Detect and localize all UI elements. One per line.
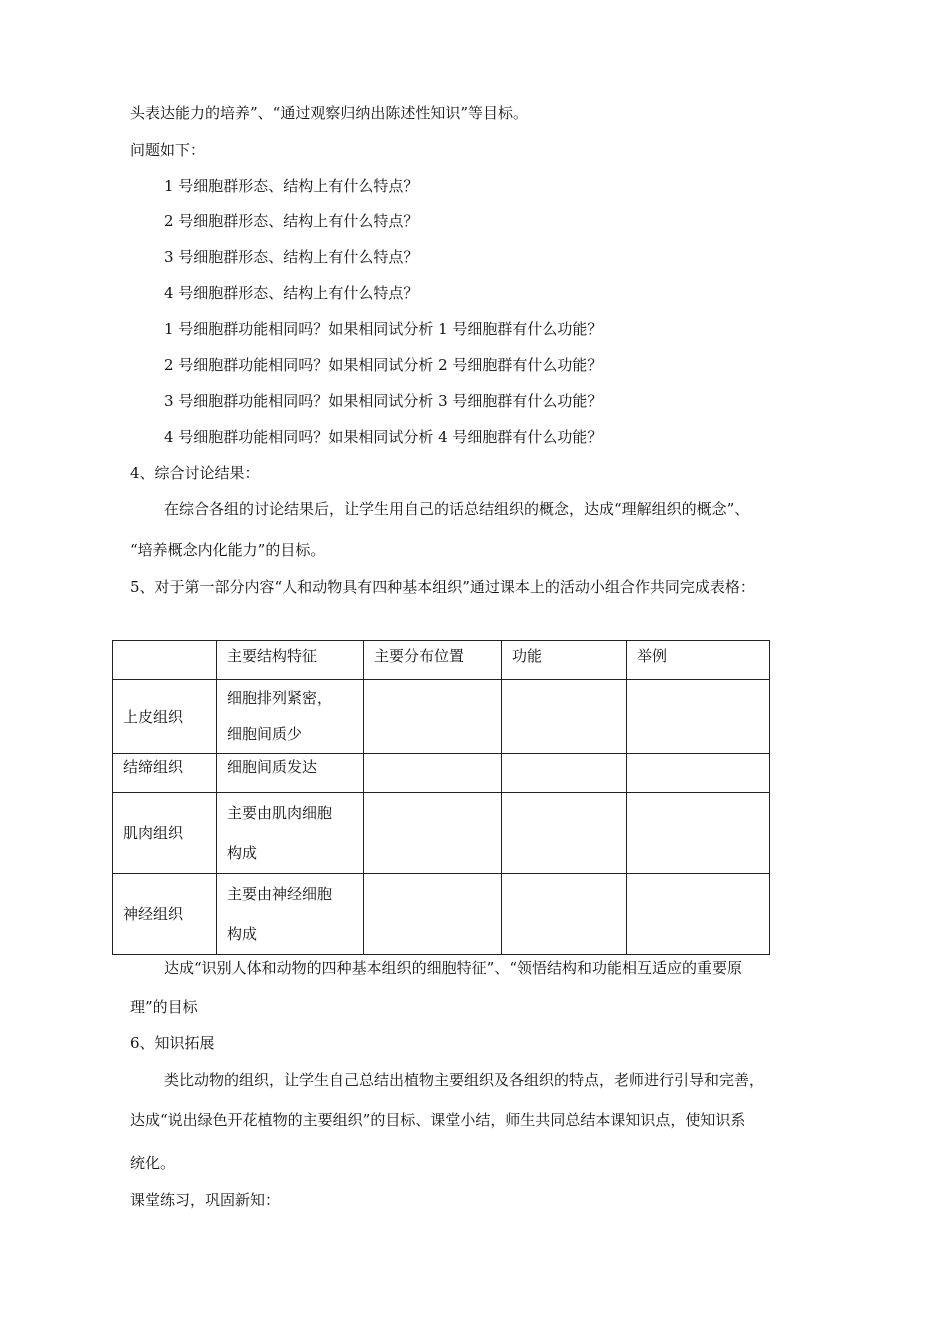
question-item: 3 号细胞群功能相同吗？如果相同试分析 3 号细胞群有什么功能？ bbox=[164, 392, 603, 410]
paragraph-text: 统化。 bbox=[130, 1154, 176, 1172]
question-item: 4 号细胞群功能相同吗？如果相同试分析 4 号细胞群有什么功能？ bbox=[164, 428, 603, 446]
section-heading: 5、对于第一部分内容“人和动物具有四种基本组织”通过课本上的活动小组合作共同完成表格： bbox=[130, 578, 755, 596]
paragraph-text: 理”的目标 bbox=[130, 998, 198, 1016]
tissue-name: 神经组织 bbox=[113, 874, 217, 955]
paragraph-text: 达成“识别人体和动物的四种基本组织的细胞特征”、“领悟结构和功能相互适应的重要原 bbox=[164, 959, 743, 977]
table-header-cell: 举例 bbox=[627, 641, 770, 680]
paragraph-text: 类比动物的组织，让学生自己总结出植物主要组织及各组织的特点，老师进行引导和完善， bbox=[164, 1071, 765, 1089]
paragraph-text: 在综合各组的讨论结果后，让学生用自己的话总结组织的概念，达成“理解组织的概念”、 bbox=[164, 500, 750, 518]
tissue-feature-line: 构成 bbox=[227, 925, 258, 943]
table-cell-empty bbox=[627, 680, 770, 754]
tissue-feature bbox=[217, 874, 364, 955]
table-header-row bbox=[113, 641, 770, 680]
tissue-feature-line: 细胞间质少 bbox=[227, 725, 303, 743]
question-item: 2 号细胞群形态、结构上有什么特点？ bbox=[164, 212, 419, 230]
table-header-cell: 主要分布位置 bbox=[364, 641, 502, 680]
tissue-feature-line: 细胞排列紧密， bbox=[227, 689, 333, 707]
paragraph-text: 头表达能力的培养”、“通过观察归纳出陈述性知识”等目标。 bbox=[130, 104, 529, 122]
tissue-feature: 细胞间质发达 bbox=[217, 754, 364, 793]
paragraph-text: 课堂练习，巩固新知： bbox=[130, 1191, 281, 1209]
tissue-feature bbox=[217, 680, 364, 754]
table-header-cell: 功能 bbox=[502, 641, 627, 680]
table-cell-empty bbox=[502, 793, 627, 874]
section-heading: 4、综合讨论结果： bbox=[130, 464, 260, 482]
paragraph-text: “培养概念内化能力”的目标。 bbox=[130, 541, 326, 559]
table-cell-empty bbox=[627, 754, 770, 793]
table-cell-empty bbox=[364, 874, 502, 955]
table-cell-empty bbox=[502, 680, 627, 754]
question-item: 1 号细胞群功能相同吗？如果相同试分析 1 号细胞群有什么功能？ bbox=[164, 320, 603, 338]
tissue-name: 肌肉组织 bbox=[113, 793, 217, 874]
table-row bbox=[113, 874, 770, 955]
tissue-table bbox=[112, 640, 770, 955]
table-row bbox=[113, 680, 770, 754]
question-item: 3 号细胞群形态、结构上有什么特点？ bbox=[164, 248, 419, 266]
table-cell-empty bbox=[364, 680, 502, 754]
tissue-feature-line: 主要由肌肉细胞 bbox=[227, 804, 333, 822]
table-cell-empty bbox=[627, 793, 770, 874]
table-row bbox=[113, 793, 770, 874]
tissue-feature-line: 主要由神经细胞 bbox=[227, 885, 333, 903]
question-item: 2 号细胞群功能相同吗？如果相同试分析 2 号细胞群有什么功能？ bbox=[164, 356, 603, 374]
section-heading: 6、知识拓展 bbox=[130, 1034, 215, 1052]
table-row bbox=[113, 754, 770, 793]
table-cell-empty bbox=[364, 793, 502, 874]
table-cell-empty bbox=[364, 754, 502, 793]
tissue-feature-line: 构成 bbox=[227, 844, 258, 862]
tissue-name: 上皮组织 bbox=[113, 680, 217, 754]
question-item: 1 号细胞群形态、结构上有什么特点？ bbox=[164, 177, 419, 195]
table-cell-empty bbox=[502, 874, 627, 955]
paragraph-text: 问题如下： bbox=[130, 141, 206, 159]
table-header-cell: 主要结构特征 bbox=[217, 641, 364, 680]
question-item: 4 号细胞群形态、结构上有什么特点？ bbox=[164, 284, 419, 302]
tissue-feature bbox=[217, 793, 364, 874]
table-cell-empty bbox=[627, 874, 770, 955]
table-cell-empty bbox=[502, 754, 627, 793]
tissue-name: 结缔组织 bbox=[113, 754, 217, 793]
table-header-cell bbox=[113, 641, 217, 680]
paragraph-text: 达成“说出绿色开花植物的主要组织”的目标、课堂小结，师生共同总结本课知识点，使知识系 bbox=[130, 1111, 746, 1129]
